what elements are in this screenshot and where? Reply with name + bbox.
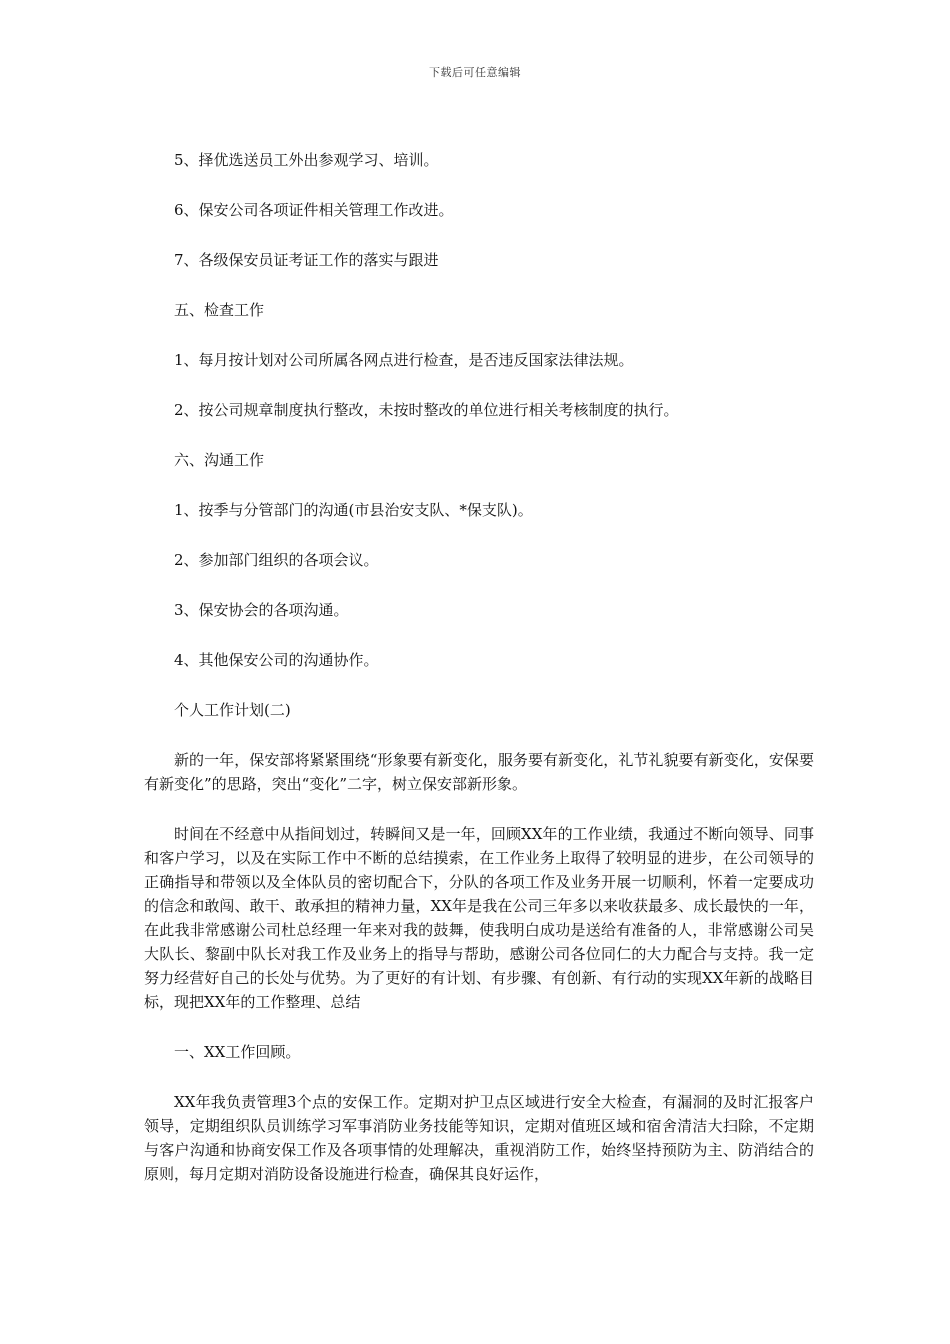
section-heading: 个人工作计划(二) — [174, 701, 291, 719]
paragraph: XX年我负责管理3个点的安保工作。定期对护卫点区域进行安全大检查，有漏洞的及时汇报客户领导，定期组织队员训练学习军事消防业务技能等知识，定期对值班区域和宿舍清洁大扫除，不定期与客户沟通和协商安保工作及各项事情的处理解决，重视消防工作，始终坚持预防为主、防消结合的原则，每月定期对消防设备设施进行检查，确保其良好运作， — [144, 1093, 814, 1183]
section-heading: 六、沟通工作 — [174, 451, 265, 469]
list-item: 3、保安协会的各项沟通。 — [174, 601, 349, 619]
list-item: 2、参加部门组织的各项会议。 — [174, 551, 379, 569]
list-item: 6、保安公司各项证件相关管理工作改进。 — [174, 201, 454, 219]
section-heading: 一、XX工作回顾。 — [174, 1043, 301, 1061]
list-item: 4、其他保安公司的沟通协作。 — [174, 651, 379, 669]
document-body — [144, 148, 814, 1212]
list-item: 2、按公司规章制度执行整改，未按时整改的单位进行相关考核制度的执行。 — [174, 401, 679, 419]
list-item: 1、每月按计划对公司所属各网点进行检查，是否违反国家法律法规。 — [174, 351, 634, 369]
section-heading: 五、检查工作 — [174, 301, 265, 319]
paragraph: 新的一年，保安部将紧紧围绕“形象要有新变化，服务要有新变化，礼节礼貌要有新变化，安保要有新变化”的思路，突出“变化”二字，树立保安部新形象。 — [144, 751, 814, 793]
page-header: 下载后可任意编辑 — [429, 66, 521, 79]
list-item: 5、择优选送员工外出参观学习、培训。 — [174, 151, 439, 169]
list-item: 7、各级保安员证考证工作的落实与跟进 — [174, 251, 439, 269]
list-item: 1、按季与分管部门的沟通(市县治安支队、*保支队)。 — [174, 501, 533, 519]
paragraph: 时间在不经意中从指间划过，转瞬间又是一年，回顾XX年的工作业绩，我通过不断向领导、同事和客户学习，以及在实际工作中不断的总结摸索，在工作业务上取得了较明显的进步，在公司领导的正确指导和带领以及全体队员的密切配合下，分队的各项工作及业务开展一切顺利，怀着一定要成功的信念和敢闯、敢干、敢承担的精神力量，XX年是我在公司三年多以来收获最多、成长最快的一年，在此我非常感谢公司杜总经理一年来对我的鼓舞，使我明白成功是送给有准备的人，非常感谢公司吴大队长、黎副中队长对我工作及业务上的指导与帮助，感谢公司各位同仁的大力配合与支持。我一定努力经营好自己的长处与优势。为了更好的有计划、有步骤、有创新、有行动的实现XX年新的战略目标，现把XX年的工作整理、总结 — [144, 825, 814, 1011]
